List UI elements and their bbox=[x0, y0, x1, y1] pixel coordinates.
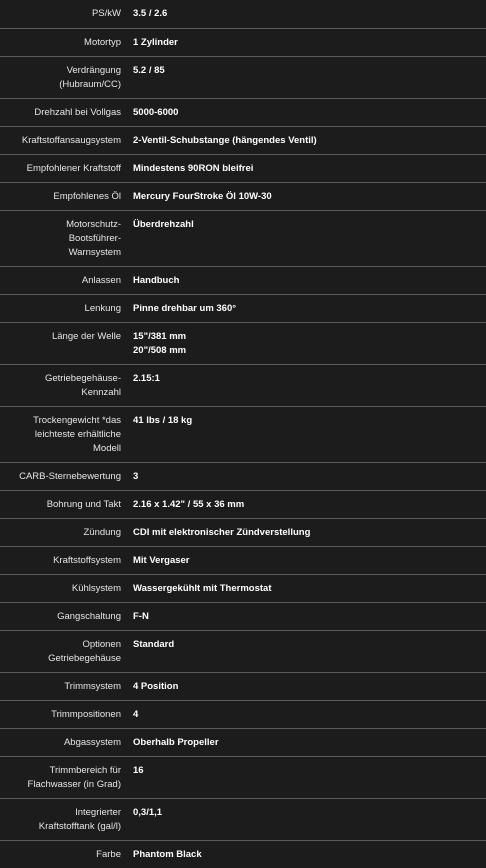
spec-row bbox=[0, 0, 486, 29]
spec-value: 5.2 / 85 bbox=[133, 65, 165, 76]
spec-row bbox=[0, 57, 486, 99]
spec-label: PS/kW bbox=[91, 8, 121, 19]
spec-row bbox=[0, 673, 486, 701]
spec-value: F-N bbox=[133, 611, 149, 622]
spec-label: Länge der Welle bbox=[51, 331, 121, 342]
spec-label: Verdrängung (Hubraum/CC) bbox=[59, 65, 121, 90]
spec-value: 0,3/1,1 bbox=[133, 807, 163, 818]
spec-label: Getriebegehäuse- Kennzahl bbox=[44, 373, 121, 398]
spec-label: Kühlsystem bbox=[71, 583, 121, 594]
spec-value: 4 bbox=[133, 709, 139, 720]
spec-row bbox=[0, 757, 486, 799]
spec-value: 2-Ventil-Schubstange (hängendes Ventil) bbox=[133, 135, 317, 146]
spec-label: Bohrung und Takt bbox=[46, 499, 121, 510]
spec-row bbox=[0, 365, 486, 407]
spec-row bbox=[0, 99, 486, 127]
spec-row bbox=[0, 295, 486, 323]
spec-label: Kraftstoffsystem bbox=[53, 555, 121, 566]
spec-value: Mit Vergaser bbox=[133, 555, 190, 566]
spec-label: Lenkung bbox=[84, 303, 121, 314]
spec-label: Integrierter Kraftstofftank (gal/l) bbox=[38, 807, 121, 832]
spec-row bbox=[0, 491, 486, 519]
spec-label: Zündung bbox=[83, 527, 121, 538]
spec-value: 4 Position bbox=[133, 681, 179, 692]
spec-value: Oberhalb Propeller bbox=[133, 737, 219, 748]
spec-row bbox=[0, 29, 486, 57]
spec-value: Phantom Black bbox=[133, 849, 202, 860]
spec-value: 1 Zylinder bbox=[133, 37, 178, 48]
spec-row bbox=[0, 127, 486, 155]
spec-value: Pinne drehbar um 360° bbox=[133, 303, 237, 314]
spec-value: 15"/381 mm 20"/508 mm bbox=[133, 331, 187, 356]
spec-value: 3.5 / 2.6 bbox=[133, 8, 168, 19]
spec-value: Handbuch bbox=[133, 275, 180, 286]
spec-value: 41 lbs / 18 kg bbox=[133, 415, 193, 426]
spec-value: 2.15:1 bbox=[133, 373, 160, 384]
spec-label: Anlassen bbox=[81, 275, 121, 286]
spec-label: Farbe bbox=[96, 849, 121, 860]
spec-label: Empfohlenes Öl bbox=[53, 191, 121, 202]
spec-row bbox=[0, 547, 486, 575]
spec-row bbox=[0, 323, 486, 365]
spec-value: Mercury FourStroke Öl 10W-30 bbox=[133, 191, 272, 202]
spec-value: Wassergekühlt mit Thermostat bbox=[133, 583, 272, 594]
spec-label: Trockengewicht *das leichteste erhältliche Modell bbox=[33, 415, 121, 454]
spec-row bbox=[0, 211, 486, 267]
spec-value: 16 bbox=[133, 765, 144, 776]
spec-label: Abgassystem bbox=[63, 737, 121, 748]
spec-value: 5000-6000 bbox=[133, 107, 179, 118]
spec-row bbox=[0, 407, 486, 463]
spec-label: Gangschaltung bbox=[57, 611, 121, 622]
spec-label: Trimmbereich für Flachwasser (in Grad) bbox=[27, 765, 121, 790]
spec-row bbox=[0, 603, 486, 631]
spec-row bbox=[0, 575, 486, 603]
spec-row bbox=[0, 519, 486, 547]
spec-row bbox=[0, 463, 486, 491]
spec-label: Motortyp bbox=[84, 37, 121, 48]
spec-label: Kraftstoffansaugsystem bbox=[21, 135, 121, 146]
spec-row bbox=[0, 799, 486, 841]
spec-value: Standard bbox=[133, 639, 175, 650]
spec-value: 2.16 x 1.42" / 55 x 36 mm bbox=[133, 499, 245, 510]
spec-row bbox=[0, 729, 486, 757]
spec-value: CDI mit elektronischer Zündverstellung bbox=[133, 527, 311, 538]
spec-row bbox=[0, 631, 486, 673]
spec-label: Trimmsystem bbox=[64, 681, 121, 692]
spec-row bbox=[0, 267, 486, 295]
spec-label: Drehzahl bei Vollgas bbox=[34, 107, 121, 118]
spec-value: 3 bbox=[133, 471, 139, 482]
spec-value: Überdrehzahl bbox=[133, 219, 194, 230]
spec-label: CARB-Sternebewertung bbox=[19, 471, 121, 482]
spec-value: Mindestens 90RON bleifrei bbox=[133, 163, 254, 174]
spec-row bbox=[0, 155, 486, 183]
spec-row bbox=[0, 183, 486, 211]
spec-row bbox=[0, 701, 486, 729]
spec-label: Trimmpositionen bbox=[51, 709, 121, 720]
spec-label: Empfohlener Kraftstoff bbox=[26, 163, 121, 174]
spec-label: Optionen Getriebegehäuse bbox=[48, 639, 121, 664]
spec-label: Motorschutz- Bootsführer- Warnsystem bbox=[66, 219, 121, 258]
